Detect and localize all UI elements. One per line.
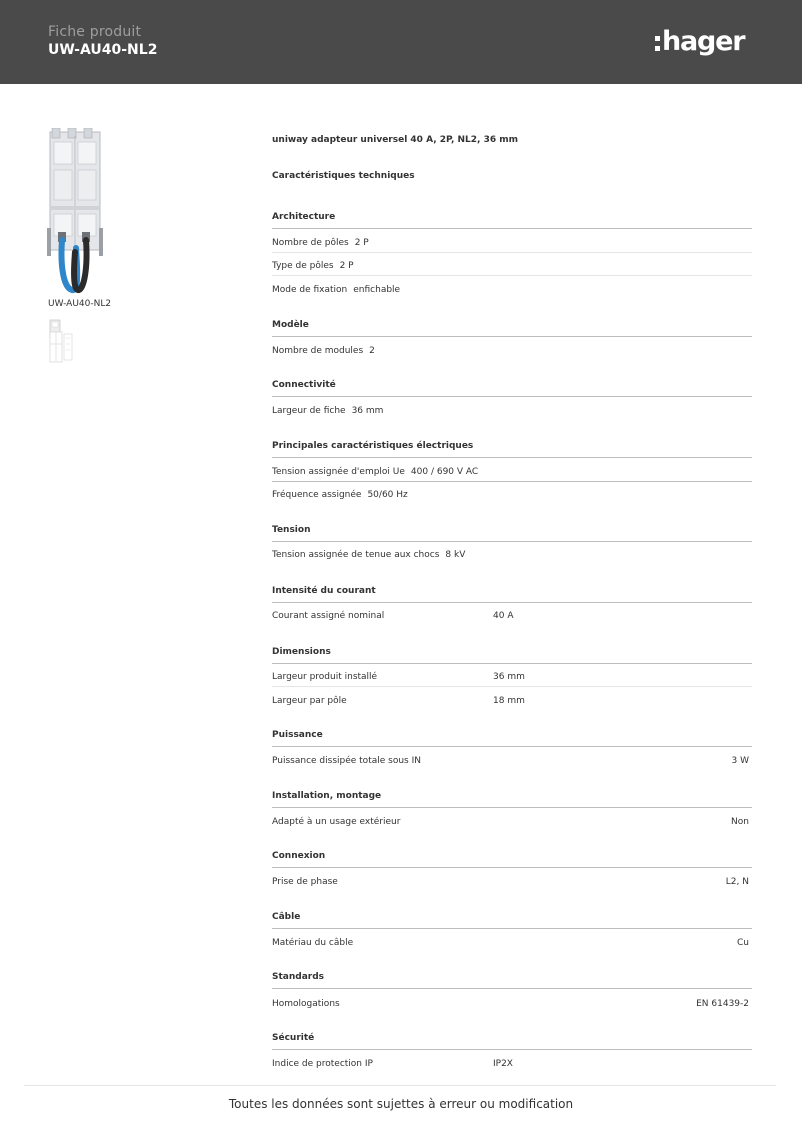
section-title-cable: Câble	[272, 912, 752, 929]
technical-characteristics-heading: Caractéristiques techniques	[272, 171, 415, 181]
row-value: 36 mm	[351, 406, 384, 416]
logo-wordmark: hager	[662, 25, 745, 57]
row-value: 50/60 Hz	[367, 490, 408, 500]
hager-logo	[655, 24, 744, 58]
row-label: Prise de phase	[272, 877, 338, 887]
section-title-puissance: Puissance	[272, 730, 752, 747]
row-value: 40 A	[493, 611, 514, 621]
footer-divider	[24, 1085, 776, 1086]
header-title: UW-AU40-NL2	[48, 42, 158, 58]
section-title-securite: Sécurité	[272, 1033, 752, 1050]
row-label: Largeur par pôle	[272, 696, 347, 706]
row-label: Homologations	[272, 999, 340, 1009]
table-row	[272, 664, 752, 687]
row-label: Fréquence assignée	[272, 490, 362, 500]
row-label: Adapté à un usage extérieur	[272, 817, 401, 827]
section-title-modele: Modèle	[272, 320, 752, 337]
row-label: Type de pôles	[272, 261, 334, 271]
table-row	[272, 603, 752, 626]
table-row	[272, 398, 752, 421]
table-row	[272, 809, 752, 832]
section-title-connexion: Connexion	[272, 851, 752, 868]
row-label: Courant assigné nominal	[272, 611, 385, 621]
row-label: Tension assignée d'emploi Ue	[272, 467, 405, 477]
footer-disclaimer: Toutes les données sont sujettes à erreur ou modification	[228, 1097, 574, 1111]
table-row	[272, 1051, 752, 1074]
table-row	[272, 688, 752, 711]
row-label: Matériau du câble	[272, 938, 354, 948]
row-value: 8 kV	[445, 550, 466, 560]
thumbnail-drawing-icon[interactable]	[48, 330, 76, 366]
section-title-installation: Installation, montage	[272, 791, 752, 808]
table-row	[272, 230, 752, 253]
row-value: 18 mm	[493, 696, 525, 706]
row-label: Largeur de fiche	[272, 406, 346, 416]
row-value: Non	[731, 817, 749, 827]
row-value: 400 / 690 V AC	[410, 467, 479, 477]
table-row	[272, 482, 752, 505]
row-label: Largeur produit installé	[272, 672, 378, 682]
section-title-intensite: Intensité du courant	[272, 586, 752, 603]
section-title-connectivite: Connectivité	[272, 380, 752, 397]
row-label: Indice de protection IP	[272, 1059, 373, 1069]
table-row	[272, 542, 752, 565]
row-value: EN 61439-2	[696, 999, 749, 1009]
row-value: IP2X	[493, 1059, 513, 1069]
row-label: Tension assignée de tenue aux chocs	[272, 550, 440, 560]
row-value: 36 mm	[493, 672, 525, 682]
row-value: enfichable	[353, 285, 401, 295]
product-description: uniway adapteur universel 40 A, 2P, NL2, 36 mm	[272, 135, 519, 145]
product-image-caption: UW-AU40-NL2	[48, 299, 112, 309]
row-value: L2, N	[725, 877, 749, 887]
row-label: Nombre de modules	[272, 346, 364, 356]
table-row	[272, 338, 752, 361]
page-header	[0, 0, 802, 84]
section-title-standards: Standards	[272, 972, 752, 989]
section-title-electrical: Principales caractéristiques électriques	[272, 441, 752, 458]
row-value: 2 P	[339, 261, 354, 271]
header-subtitle: Fiche produit	[48, 24, 142, 40]
product-image	[46, 128, 104, 296]
table-row	[272, 748, 752, 771]
row-label: Mode de fixation	[272, 285, 348, 295]
table-row	[272, 930, 752, 953]
section-title-architecture: Architecture	[272, 212, 752, 229]
table-row	[272, 459, 752, 482]
row-value: Cu	[737, 938, 749, 948]
logo-colon-icon	[655, 36, 660, 51]
section-title-tension: Tension	[272, 525, 752, 542]
table-row	[272, 991, 752, 1014]
table-row	[272, 869, 752, 892]
table-row	[272, 277, 752, 300]
row-value: 3 W	[731, 756, 749, 766]
row-label: Puissance dissipée totale sous IN	[272, 756, 421, 766]
section-title-dimensions: Dimensions	[272, 647, 752, 664]
row-value: 2	[369, 346, 375, 356]
table-row	[272, 253, 752, 276]
row-value: 2 P	[354, 238, 369, 248]
row-label: Nombre de pôles	[272, 238, 349, 248]
